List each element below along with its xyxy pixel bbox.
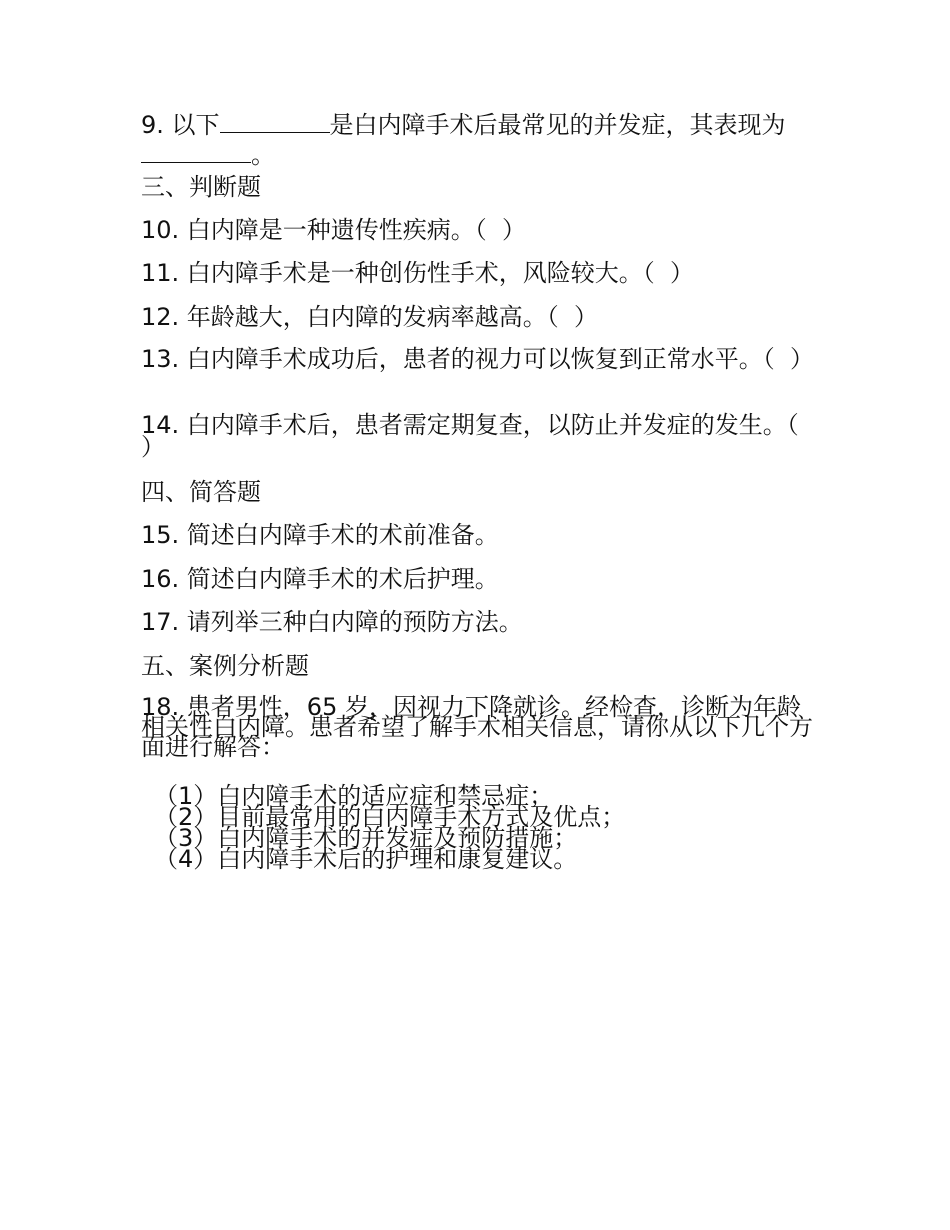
list-item: （1）白内障手术的适应症和禁忌症； (154, 782, 554, 810)
question-9-middle: 是白内障手术后最常见的并发症，其表现为 (329, 111, 786, 139)
question-13: 13. 白内障手术成功后，患者的视力可以恢复到正常水平。（ ） (141, 345, 815, 373)
question-16: 16. 简述白内障手术的术后护理。 (141, 565, 499, 593)
question-15: 15. 简述白内障手术的术前准备。 (141, 521, 499, 549)
section-heading-case-analysis: 五、案例分析题 (141, 652, 309, 680)
list-item: （2）目前最常用的白内障手术方式及优点； (154, 803, 626, 831)
question-11: 11. 白内障手术是一种创伤性手术，风险较大。（ ） (141, 259, 695, 287)
question-9 (141, 108, 811, 168)
section-heading-short-answer: 四、简答题 (141, 478, 261, 506)
answer-blank (141, 138, 251, 163)
list-item: （4）白内障手术后的护理和康复建议。 (154, 845, 578, 873)
question-17: 17. 请列举三种白内障的预防方法。 (141, 608, 523, 636)
question-9-prefix: 9. 以下 (141, 111, 220, 139)
question-14: 14. 白内障手术后，患者需定期复查，以防止并发症的发生。（ ） (141, 411, 815, 461)
question-18: 18. 患者男性，65 岁，因视力下降就诊。经检查，诊断为年龄相关性白内障。患者希望了解手术相关信息，请你从以下几个方面进行解答： (141, 693, 813, 761)
section-heading-judgment: 三、判断题 (141, 173, 261, 201)
question-9-suffix: 。 (251, 141, 275, 169)
question-10: 10. 白内障是一种遗传性疾病。（ ） (141, 216, 527, 244)
answer-blank (220, 108, 330, 133)
list-item: （3）白内障手术的并发症及预防措施； (154, 824, 578, 852)
question-12: 12. 年龄越大，白内障的发病率越高。（ ） (141, 303, 599, 331)
